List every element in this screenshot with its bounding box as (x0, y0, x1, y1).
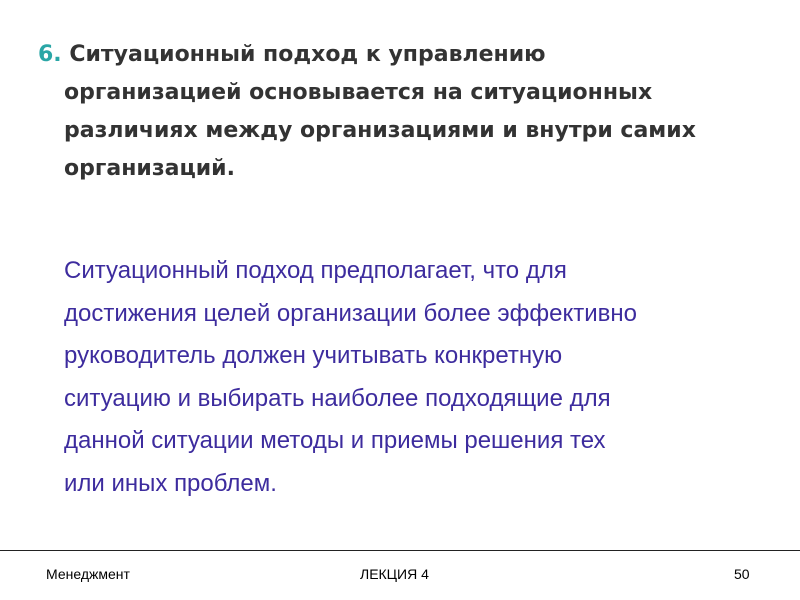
footer-course-title: Менеджмент (46, 566, 130, 582)
slide-body-paragraph (64, 250, 784, 505)
heading-line-3: различиях между организациями и внутри самих (64, 118, 696, 143)
heading-line-2: организацией основывается на ситуационных (64, 80, 653, 105)
heading-line-4: организаций. (64, 156, 235, 181)
slide-heading (38, 36, 768, 188)
footer-divider (0, 550, 800, 551)
body-line-4: ситуацию и выбирать наиболее подходящие для (64, 384, 611, 412)
body-line-6: или иных проблем. (64, 469, 277, 497)
body-line-3: руководитель должен учитывать конкретную (64, 342, 563, 369)
footer-lecture-label: ЛЕКЦИЯ 4 (360, 566, 429, 582)
footer-page-number: 50 (734, 566, 750, 582)
body-line-2: достижения целей организации более эффективно (64, 299, 637, 327)
body-line-5: данной ситуации методы и приемы решения тех (64, 427, 606, 454)
heading-line-1-text: Ситуационный подход к управлению (69, 42, 546, 67)
heading-line-1 (38, 36, 768, 74)
heading-number: 6. (38, 42, 62, 67)
body-line-1: Ситуационный подход предполагает, что для (64, 257, 567, 284)
